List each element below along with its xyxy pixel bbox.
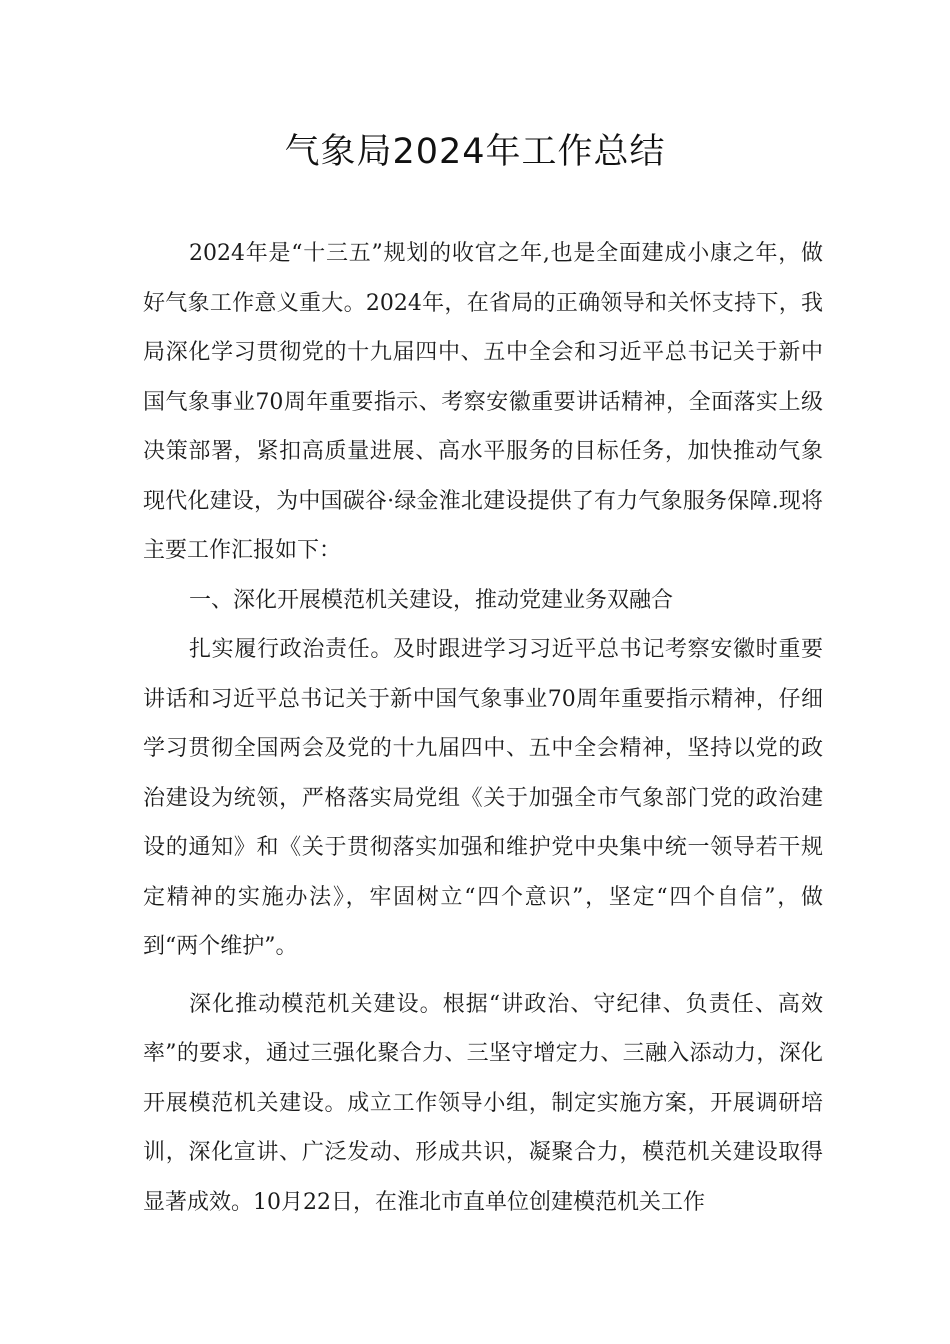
document-body	[143, 229, 823, 1227]
section-heading-1: 一、深化开展模范机关建设，推动党建业务双融合	[189, 587, 674, 613]
document-title: 气象局2024年工作总结	[284, 132, 666, 172]
paragraph-model-organ: 深化推动模范机关建设。根据“讲政治、守纪律、负责任、高效率”的要求，通过三强化聚合力、三坚守增定力、三融入添动力，深化开展模范机关建设。成立工作领导小组，制定实施方案，开展调研培训，深化宣讲、广泛发动、形成共识，凝聚合力，模范机关建设取得显著成效。10月22日，在淮北市直单位创建模范机关工作	[143, 991, 823, 1215]
paragraph-intro: 2024年是“十三五”规划的收官之年,也是全面建成小康之年，做好气象工作意义重大。2024年，在省局的正确领导和关怀支持下，我局深化学习贯彻党的十九届四中、五中全会和习近平总书记关于新中国气象事业70周年重要指示、考察安徽重要讲话精神，全面落实上级决策部署，紧扣高质量进展、高水平服务的目标任务，加快推动气象现代化建设，为中国碳谷·绿金淮北建设提供了有力气象服务保障.现将主要工作汇报如下：	[143, 241, 823, 563]
paragraph-political-responsibility: 扎实履行政治责任。及时跟进学习习近平总书记考察安徽时重要讲话和习近平总书记关于新中国气象事业70周年重要指示精神，仔细学习贯彻全国两会及党的十九届四中、五中全会精神，坚持以党的政治建设为统领，严格落实局党组《关于加强全市气象部门党的政治建设的通知》和《关于贯彻落实加强和维护党中央集中统一领导若干规定精神的实施办法》，牢固树立“四个意识”，坚定“四个自信”，做到“两个维护”。	[143, 637, 823, 959]
